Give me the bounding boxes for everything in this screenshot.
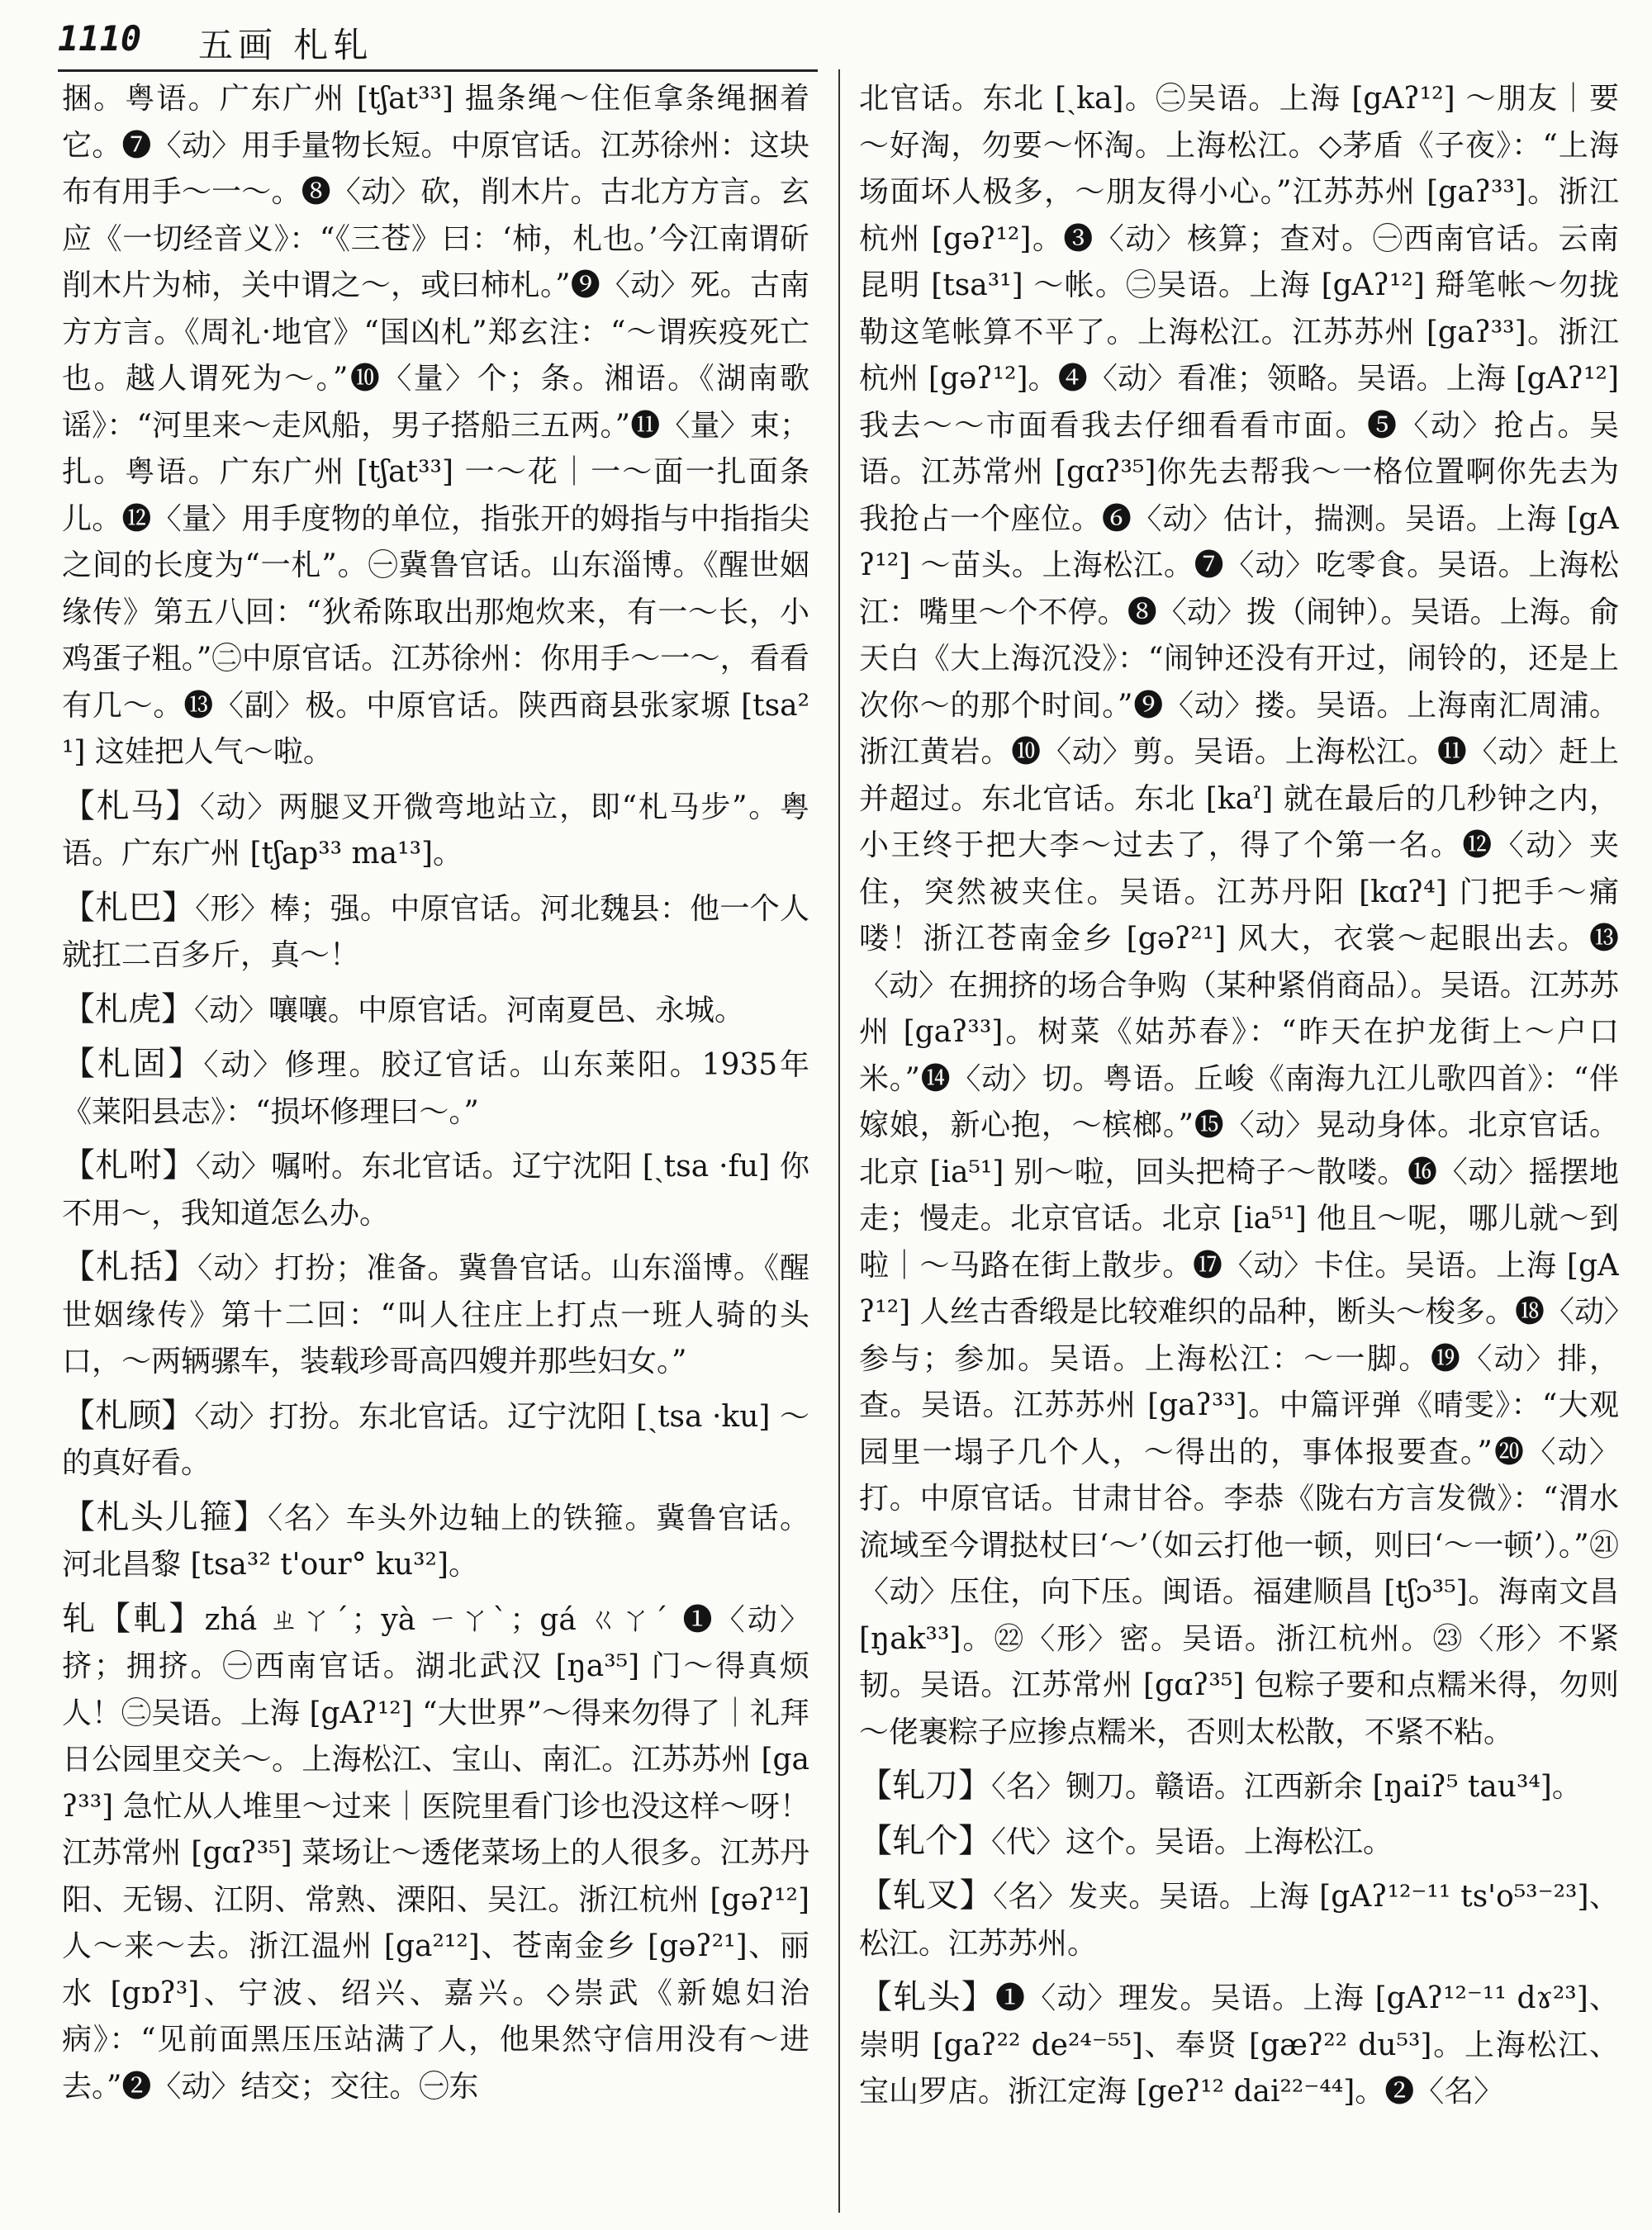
entry-headword: 【札马】: [62, 786, 201, 825]
entry-headword: 【札巴】: [62, 888, 196, 927]
entry-headword: 【札顾】: [62, 1396, 195, 1435]
entry-text: 捆。粤语。广东广州 [tʃat³³] 揾条绳～住佢拿条绳捆着它。❼〈动〉用手量物长短。中原官话。江苏徐州：这块布有用手～一～。❽〈动〉砍，削木片。古北方方言。玄应《一切经音义》：“《三苍》曰：‘柿，札也。’今江南谓斫削木片为柿，关中谓之～，或曰柿札。”❾〈动〉死。古南方方言。《周礼·地官》“国凶札”郑玄注：“～谓疾疫死亡也。越人谓死为～。”❿〈量〉个；条。湘语。《湖南歌谣》：“河里来～走风船，男子搭船三五两。”⓫〈量〉束；扎。粤语。广东广州 [tʃat³³] 一～花｜一～面一扎面条儿。⓬〈量〉用手度物的单位，指张开的姆指与中指指尖之间的长度为“一札”。㊀冀鲁官话。山东淄博。《醒世姻缘传》第五八回：“狄希陈取出那炮炊来，有一～长，小鸡蛋子粗。”㊁中原官话。江苏徐州：你用手～一～，看看有几～。⓭〈副〉极。中原官话。陕西商县张家塬 [tsa²¹] 这娃把人气～啦。: [62, 82, 809, 769]
entry-headword: 【轧叉】: [859, 1877, 993, 1914]
entry-zhama: [62, 783, 809, 878]
entry-text: 〈动〉嚷嚷。中原官话。河南夏邑、永城。: [194, 993, 745, 1027]
right-column: [859, 76, 1619, 2207]
entry-text: 〈动〉打扮；准备。冀鲁官话。山东淄博。《醒世姻缘传》第十二回：“叫人往庄上打点一班人骑的头口，～两辆骡车，装载珍哥高四嫂并那些妇女。”: [62, 1251, 809, 1378]
entry-text: 〈名〉铡刀。赣语。江西新余 [ŋaiʔ⁵ tau³⁴]。: [991, 1770, 1582, 1804]
entry-headword: 【轧个】: [859, 1821, 991, 1860]
entry-text: ❶〈动〉理发。吴语。上海 [gAʔ¹²⁻¹¹ dɤ²³]、崇明 [gaʔ²² de²⁴⁻⁵⁵]、奉贤 [gæʔ²² du⁵³]。上海松江、宝山罗店。浙江定海 [geʔ¹² dai²²⁻⁴⁴]。❷〈名〉: [859, 1981, 1619, 2109]
page-title: 五画 札轧: [198, 25, 373, 65]
entry-zhafu: [62, 1142, 809, 1237]
entry-zhahu: [62, 986, 809, 1035]
entry-continuation: [62, 76, 809, 776]
entry-headword: 【札括】: [62, 1248, 198, 1286]
entry-text: 〈动〉打扮。东北官话。辽宁沈阳 [ˏtsa ·ku] ～的真好看。: [62, 1399, 809, 1480]
column-divider: [838, 69, 840, 2213]
entry-zhacha: [859, 1872, 1619, 1967]
entry-headword: 【轧刀】: [859, 1767, 991, 1805]
entry-text: 〈名〉发夹。吴语。上海 [gAʔ¹²⁻¹¹ ts'o⁵³⁻²³]、松江。江苏苏州。: [859, 1880, 1619, 1961]
entry-zhagu2: [62, 1393, 809, 1487]
page-number: 1110: [58, 18, 142, 59]
entry-zhagu: [62, 1041, 809, 1136]
entry-continuation: [859, 76, 1619, 1756]
entry-zhaba: [62, 885, 809, 980]
entry-zha-main: [62, 1596, 809, 2111]
entry-text: 〈动〉嘱咐。东北官话。辽宁沈阳 [ˏtsa ·fu] 你不用～，我知道怎么办。: [62, 1150, 809, 1231]
entry-headword: 【札虎】: [62, 989, 194, 1028]
entry-text: 〈代〉这个。吴语。上海松江。: [991, 1824, 1393, 1859]
left-column: [62, 76, 809, 2207]
entry-zhadao: [859, 1763, 1619, 1811]
entry-zhatou: [859, 1974, 1619, 2116]
page-header: [58, 18, 1602, 71]
entry-zhatouergu: [62, 1494, 809, 1589]
entry-zhakuo: [62, 1244, 809, 1386]
entry-headword: 【札固】: [62, 1045, 204, 1083]
header-rule: [58, 69, 818, 72]
entry-headword: 【札咐】: [62, 1146, 196, 1184]
entry-text: 〈动〉修理。胶辽官话。山东莱阳。1935年《莱阳县志》：“损坏修理曰～。”: [62, 1048, 809, 1129]
entry-zhage: [859, 1818, 1619, 1867]
entry-headword: 【札头儿箍】: [62, 1497, 268, 1536]
entry-headword: 轧【軋】: [62, 1599, 205, 1638]
entry-text: 〈形〉棒；强。中原官话。河北魏县：他一个人就扛二百多斤，真～！: [62, 891, 809, 972]
entry-headword: 【轧头】: [859, 1978, 995, 2016]
entry-text: 〈名〉车头外边轴上的铁箍。冀鲁官话。河北昌黎 [tsa³² t'our° ku³²]。: [62, 1501, 809, 1582]
entry-text: 〈动〉两腿叉开微弯地站立，即“札马步”。粤语。广东广州 [tʃap³³ ma¹³]。: [62, 790, 809, 871]
entry-text: 北官话。东北 [ˏka]。㊁吴语。上海 [gAʔ¹²] ～朋友｜要～好淘，勿要～怀淘。上海松江。◇茅盾《子夜》：“上海场面坏人极多，～朋友得小心。”江苏苏州 [gaʔ³³]。浙江杭州 [gəʔ¹²]。❸〈动〉核算；查对。㊀西南官话。云南昆明 [tsa³¹] ～帐。㊁吴语。上海 [gAʔ¹²] 搿笔帐～勿拢勒这笔帐算不平了。上海松江。江苏苏州 [gaʔ³³]。浙江杭州 [gəʔ¹²]。❹〈动〉看准；领略。吴语。上海 [gAʔ¹²] 我去～～市面看我去仔细看看市面。❺〈动〉抢占。吴语。江苏常州 [gɑʔ³⁵]你先去帮我～一格位置啊你先去为我抢占一个座位。❻〈动〉估计，揣测。吴语。上海 [gAʔ¹²] ～苗头。上海松江。❼〈动〉吃零食。吴语。上海松江：嘴里～个不停。❽〈动〉拨（闹钟）。吴语。上海。俞天白《大上海沉没》：“闹钟还没有开过，闹铃的，还是上次你～的那个时间。”❾〈动〉搂。吴语。上海南汇周浦。浙江黄岩。❿〈动〉剪。吴语。上海松江。⓫〈动〉赶上并超过。东北官话。东北 [kaˀ] 就在最后的几秒钟之内，小王终于把大李～过去了，得了个第一名。⓬〈动〉夹住，突然被夹住。吴语。江苏丹阳 [kɑʔ⁴] 门把手～痛喽！浙江苍南金乡 [gəʔ²¹] 风大，衣裳～起眼出去。⓭〈动〉在拥挤的场合争购（某种紧俏商品）。吴语。江苏苏州 [gaʔ³³]。树菜《姑苏春》：“昨天在护龙街上～户口米。”⓮〈动〉切。粤语。丘峻《南海九江儿歌四首》：“伴嫁娘，新心抱，～槟榔。”⓯〈动〉晃动身体。北京官话。北京 [ia⁵¹] 别～啦，回头把椅子～散喽。⓰〈动〉摇摆地走；慢走。北京官话。北京 [ia⁵¹] 他且～呢，哪儿就～到啦｜～马路在街上散步。⓱〈动〉卡住。吴语。上海 [gAʔ¹²] 人丝古香缎是比较难织的品种，断头～梭多。⓲〈动〉参与；参加。吴语。上海松江：～一脚。⓳〈动〉排，查。吴语。江苏苏州 [gaʔ³³]。中篇评弹《晴雯》：“大观园里一塌子几个人，～得出的，事体报要查。”⓴〈动〉打。中原官话。甘肃甘谷。李恭《陇右方言发微》：“渭水流域至今谓挞杖曰‘～’（如云打他一顿，则曰‘～一顿’）。”㉑〈动〉压住，向下压。闽语。福建顺昌 [tʃɔ³⁵]。海南文昌 [ŋak³³]。㉒〈形〉密。吴语。浙江杭州。㉓〈形〉不紧韧。吴语。江苏常州 [gɑʔ³⁵] 包粽子要和点糯米得，勿则～佬裹粽子应掺点糯米，否则太松散，不紧不粘。: [859, 82, 1619, 1749]
entry-text: zhá ㄓㄚˊ；yà ㄧㄚˋ；gá ㄍㄚˊ ❶〈动〉挤；拥挤。㊀西南官话。湖北武汉 [ŋa³⁵] 门～得真烦人！㊁吴语。上海 [gAʔ¹²] “大世界”～得来勿得了｜礼拜日公园里交关～。上海松江、宝山、南汇。江苏苏州 [gaʔ³³] 急忙从人堆里～过来｜医院里看门诊也没这样～呀！江苏常州 [gɑʔ³⁵] 菜场让～透佬菜场上的人很多。江苏丹阳、无锡、江阴、常熟、溧阳、吴江。浙江杭州 [gəʔ¹²] 人～来～去。浙江温州 [ga²¹²]、苍南金乡 [gəʔ²¹]、丽水 [gɒʔ³]、宁波、绍兴、嘉兴。◇崇武《新媳妇治病》：“见前面黑压压站满了人，他果然守信用没有～进去。”❷〈动〉结交；交往。㊀东: [62, 1602, 809, 2104]
